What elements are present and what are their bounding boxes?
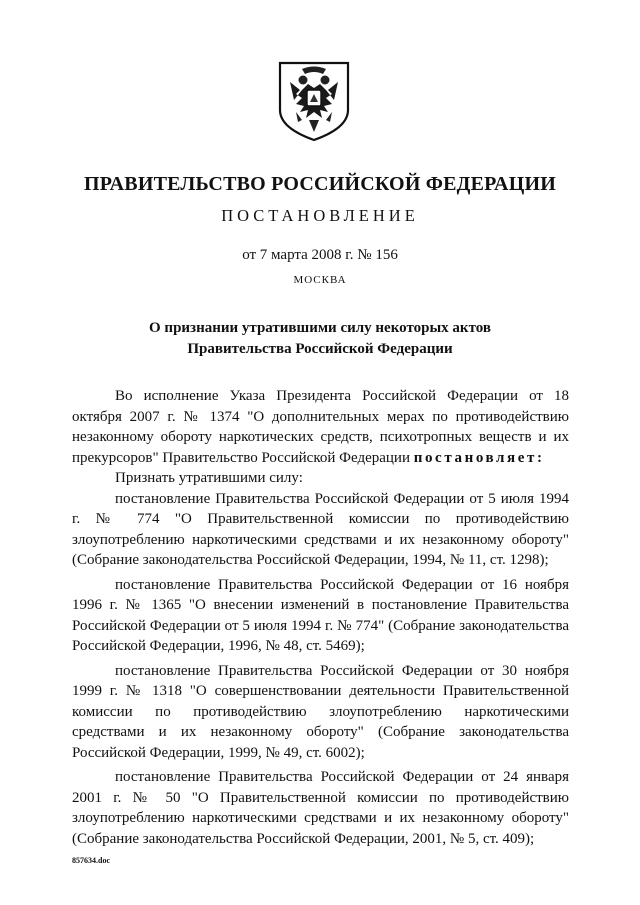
government-title: ПРАВИТЕЛЬСТВО РОССИЙСКОЙ ФЕДЕРАЦИИ: [84, 173, 556, 195]
coat-of-arms-icon: [276, 60, 352, 142]
file-code: 857634.doc: [72, 856, 110, 865]
preamble-text: Во исполнение Указа Президента Российской Федерации от 18 октября 2007 г. № 1374 "О дополнительных мерах по противодействию незаконному обороту наркотических средств, психотропных веществ и их прекурсоров" Правительство Российской Федерации: [72, 388, 569, 466]
repealed-act-item: постановление Правительства Российской Федерации от 30 ноября 1999 г. № 1318 "О совершенствовании деятельности Правительственной комиссии по противодействию злоупотреблению наркотическими средствами и их незаконному обороту" (Собрание законодательства Российской Федерации, 1999, № 49, ст. 6002);: [72, 662, 569, 761]
subject-line-2: Правительства Российской Федерации: [187, 341, 453, 357]
preamble-paragraph: [72, 386, 569, 468]
repealed-act-item: постановление Правительства Российской Федерации от 16 ноября 1996 г. № 1365 "О внесении изменений в постановление Правительства Российской Федерации от 5 июля 1994 г. № 774" (Собрание законодательства Российской Федерации, 1996, № 48, ст. 5469);: [72, 576, 569, 654]
subject-line-1: О признании утратившими силу некоторых актов: [149, 320, 491, 336]
document-type: ПОСТАНОВЛЕНИЕ: [221, 206, 419, 225]
document-body: [72, 386, 569, 849]
repealed-act-item: постановление Правительства Российской Федерации от 24 января 2001 г. № 50 "О Правительственной комиссии по противодействию злоупотреблению наркотическими средствами и их незаконному обороту" (Собрание законодательства Российской Федерации, 2001, № 5, ст. 409);: [72, 769, 569, 847]
document-date-number: от 7 марта 2008 г. № 156: [242, 247, 398, 263]
document-subject: [0, 318, 640, 360]
repealed-act-item: постановление Правительства Российской Федерации от 5 июля 1994 г. № 774 "О Правительственной комиссии по противодействию злоупотреблению наркотическими средствами и их незаконному обороту" (Собрание законодательства Российской Федерации, 1994, № 11, ст. 1298);: [72, 490, 569, 568]
city: МОСКВА: [293, 274, 347, 286]
decision-word: постановляет:: [413, 449, 545, 466]
declare-paragraph: Признать утратившими силу:: [115, 470, 303, 486]
